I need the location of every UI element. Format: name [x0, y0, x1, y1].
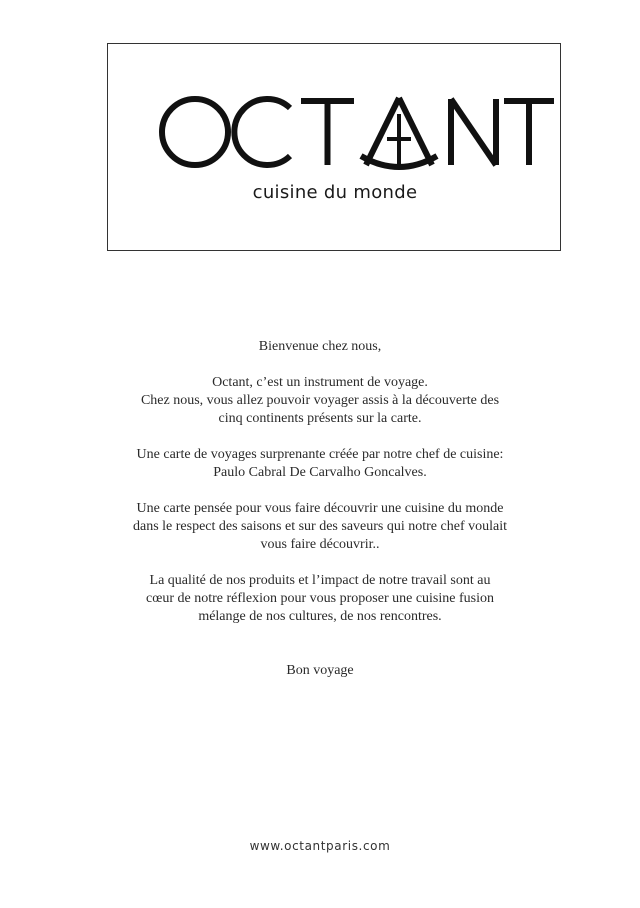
logo-letter-o	[162, 99, 228, 165]
letter-line: Chez nous, vous allez pouvoir voyager assis à la découverte des	[140, 393, 500, 408]
letter-line: vous faire découvrir..	[260, 537, 380, 552]
logo-tagline: cuisine du monde	[252, 182, 418, 203]
letter-greeting: Bienvenue chez nous,	[258, 339, 382, 354]
letter-line: dans le respect des saisons et sur des saveurs qui notre chef voulait	[132, 519, 507, 534]
letter-line: Une carte de voyages surprenante créée par notre chef de cuisine:	[136, 447, 504, 462]
website-link[interactable]: www.octantparis.com	[249, 839, 391, 853]
letter-line: cinq continents présents sur la carte.	[218, 411, 422, 426]
logo-letter-n-diag	[451, 99, 496, 165]
logo-frame	[107, 43, 561, 251]
letter-closing: Bon voyage	[286, 663, 354, 678]
letter-line: Octant, c’est un instrument de voyage.	[212, 375, 428, 390]
letter-line: Une carte pensée pour vous faire découvrir une cuisine du monde	[136, 501, 504, 516]
letter-line: La qualité de nos produits et l’impact de notre travail sont au	[149, 573, 491, 588]
logo-letter-a-right	[399, 98, 432, 165]
letter-line: cœur de notre réflexion pour vous proposer une cuisine fusion	[146, 591, 494, 606]
logo-letter-a-left	[366, 98, 399, 165]
welcome-letter	[0, 338, 640, 680]
letter-line: Paulo Cabral De Carvalho Goncalves.	[213, 465, 427, 480]
letter-line: mélange de nos cultures, de nos rencontres.	[198, 609, 442, 624]
logo-letter-c	[234, 99, 290, 165]
octant-logo	[108, 44, 562, 252]
